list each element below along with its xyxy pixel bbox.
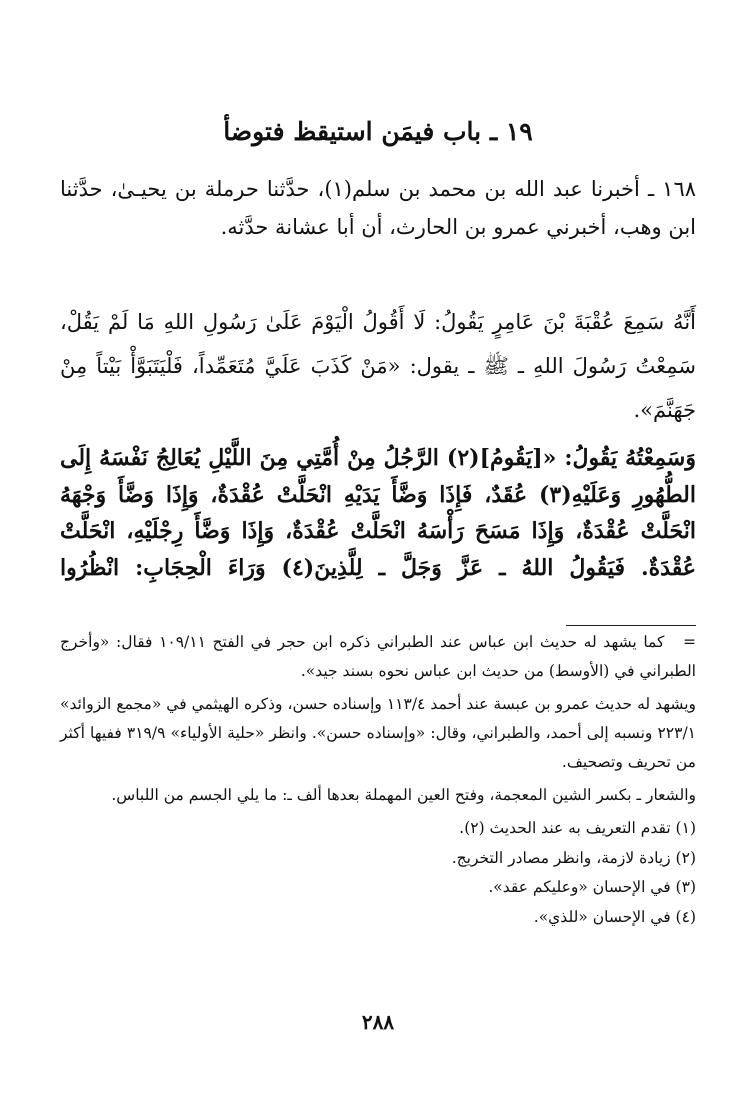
footnote-item: (٤) في الإحسان «للذي».	[533, 907, 696, 926]
footnote-continuation-text: كما يشهد له حديث ابن عباس عند الطبراني ذكره ابن حجر في الفتح ١٠٩/١١ فقال: «وأخرج الطبراني في (الأوسط) من حديث ابن عباس نحوه بسند جيد».	[60, 633, 696, 680]
isnad-text: ١٦٨ ـ أخبرنا عبد الله بن محمد بن سلم(١)، حدَّثنا حرملة بن يحيـىٰ، حدَّثنا ابن وهب، أخبرني عمرو بن الحارث، أن أبا عشانة حدَّثه.	[60, 177, 697, 239]
hadith-text-2	[60, 440, 696, 586]
footnote-item: (٣) في الإحسان «وعليكم عقد».	[488, 878, 696, 896]
hadith-text-1	[60, 300, 696, 432]
footnote-paragraph: والشعار ـ بكسر الشين المعجمة، وفتح العين المهملة بعدها ألف ـ: ما يلي الجسم من اللباس.	[111, 786, 696, 804]
hadith-text-2-paragraph: وَسَمِعْتُهُ يَقُولُ: «[يَقُومُ](٢) الرَّجُلُ مِنْ أُمَّتِي مِنَ اللَّيْلِ يُعَالِجُ نَفْسَهُ إِلَى الطُّهُورِ وَعَلَيْهِ(٣) عُقَدٌ، فَإِذَا وَضَّأَ يَدَيْهِ انْحَلَّتْ عُقْدَةٌ، وَإِذَا وَضَّأَ وَجْهَهُ انْحَلَّتْ عُقْدَةٌ، وَإِذَا مَسَحَ رَأْسَهُ انْحَلَّتْ عُقْدَةٌ، وَإِذَا وَضَّأَ رِجْلَيْهِ، انْحَلَّتْ عُقْدَةٌ. فَيَقُولُ اللهُ ـ عَزَّ وَجَلَّ ـ لِلَّذِينَ(٤) وَرَاءَ الْحِجَابِ: انْظُرُوا	[60, 445, 696, 581]
chapter-title: ١٩ ـ باب فيمَن استيقظ فتوضأ	[223, 117, 533, 146]
footnote-item: (٢) زيادة لازمة، وانظر مصادر التخريج.	[451, 848, 696, 867]
footnote-item: (١) تقدم التعريف به عند الحديث (٢).	[459, 819, 696, 837]
footnote-list	[60, 814, 696, 932]
continuation-mark: =	[683, 633, 696, 651]
footnote-continuation	[60, 628, 696, 686]
footnote-paragraph: ويشهد له حديث عمرو بن عبسة عند أحمد ١١٣/٤ وإسناده حسن، وذكره الهيثمي في «مجمع الزوائد» ٢٢٣/١ ونسبه إلى أحمد، والطبراني، وقال: «وإسناده حسن». وانظر «حلية الأولياء» ٣١٩/٩ ففيها أكثر من تحريف وتصحيف.	[60, 695, 697, 771]
footnotes	[60, 628, 696, 932]
hadith-isnad	[60, 170, 696, 246]
hadith-text-1-paragraph: أَنَّهُ سَمِعَ عُقْبَةَ بْنَ عَامِرٍ يَقُولُ: لَا أَقُولُ الْيَوْمَ عَلَىٰ رَسُولِ اللهِ مَا لَمْ يَقُلْ، سَمِعْتُ رَسُولَ اللهِ ـ ﷺ ـ يقول: «مَنْ كَذَبَ عَلَيَّ مُتَعَمِّداً، فَلْيَتَبَوَّأْ بَيْتاً مِنْ جَهَنَّمَ».	[60, 310, 697, 422]
page-number: ٢٨٨	[361, 1010, 395, 1034]
book-page	[60, 0, 696, 1099]
footnote-divider	[566, 625, 696, 626]
